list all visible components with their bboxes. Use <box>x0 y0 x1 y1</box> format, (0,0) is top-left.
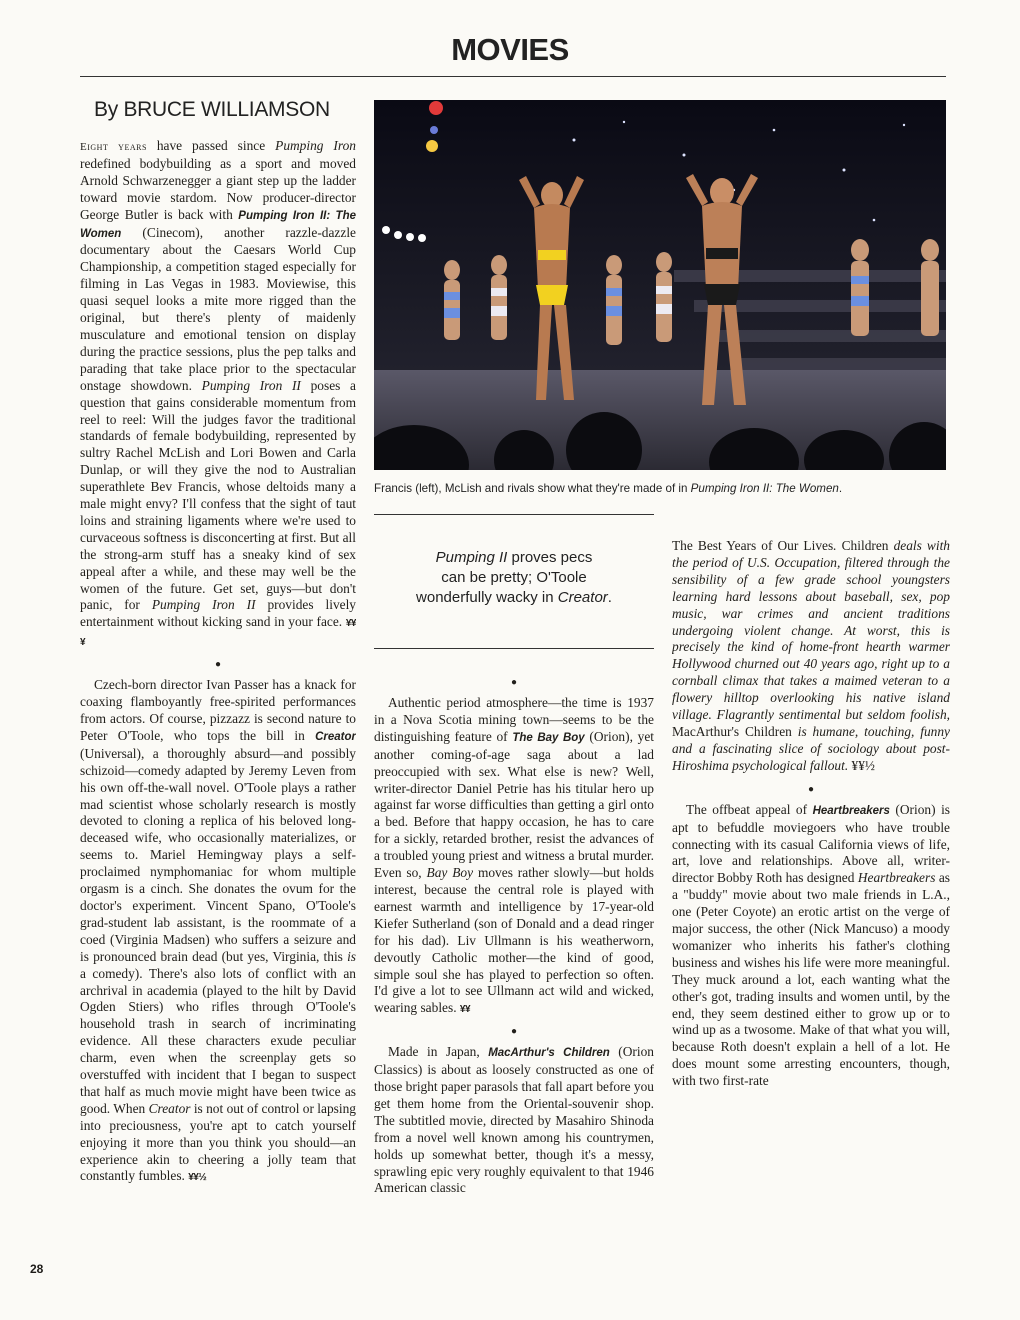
article-column-1 <box>80 138 356 1276</box>
pull-quote-rule-bottom <box>374 648 654 649</box>
film-title: Pumping Iron <box>275 138 356 153</box>
paragraph-creator: Czech-born director Ivan Passer has a knack for coaxing flamboyantly free-spirited performances from actors. Of course, pizzazz is second nature to Peter O'Toole, who tops the bill in Creator (Universal), a thoroughly absurd—and possibly schizoid—comedy adapted by Jeremy Leven from his own off-the-wall novel. O'Toole plays a rather mad scientist whose scholarly research is mostly devoted to cloning a replica of his beloved long-deceased wife, who occasionally materializes, or seems to. Mariel Hemingway plays a self-proclaimed nymphomaniac for whom multiple orgasm is a cinch. She donates the ovum for the doctor's experiment. Vincent Spano, O'Toole's grad-student lab assistant, is the roommate of a coed (Virginia Madsen) who suffers a seizure and is pronounced brain dead (but yes, Virginia, this is a comedy). There's also lots of conflict with an archrival in academia (played to the hilt by David Ogden Stiers) who rifles through O'Toole's household trash in search of incriminating evidence. All these characters exude peculiar charm, even when the screenplay gets so overstuffed with incident that I began to suspect that half as much movie might have been twice as good. When Creator is not out of control or lapsing into preciousness, you're apt to catch yourself enjoying it more than you think you should—an experience akin to cheering a jolly team that constantly fumbles. ¥¥½ <box>80 677 356 1184</box>
article-column-3 <box>672 538 950 1276</box>
bodybuilding-stage-photo <box>374 100 946 470</box>
film-title: The Bay Boy <box>512 731 585 744</box>
film-title: MacArthur's Children <box>488 1047 610 1060</box>
photo-caption: Francis (left), McLish and rivals show what they're made of in Pumping Iron II: The Women. <box>374 482 843 495</box>
section-bullet: ● <box>807 783 815 795</box>
paragraph-pumping-iron: Eight years have passed since Pumping Iron redefined bodybuilding as a sport and moved Arnold Schwarzenegger a giant step up the ladder toward movie stardom. Now producer-director George Butler is back with Pumping Iron II: The Women (Cinecom), another razzle-dazzle documentary about the Caesars World Cup Championship, a competition staged especially for filming in Las Vegas in 1983. Moviewise, this quasi sequel looks a mite more rigged than the original, but there's plenty of maidenly musculature and emotional tension on display during the practice sessions, plus the pep talks and parading that take place prior to the spectacular onstage showdown. Pumping Iron II poses a question that gains considerable momentum from reel to reel: Will the judges favor the traditional standards of female bodybuilding, represented by sultry Rachel McLish and Lori Bowen and Carla Dunlap, or will they give the nod to Australian superathlete Bev Francis, whose deltoids many a male might envy? I'll confess that the sight of taut loins and straining ligaments where we're used to curvaceous softness is disconcerting at first. But all the strong-arm stuff has a sneaky kind of sex appeal after a while, and these may well be the women of the future. Get set, guys—but don't panic, for Pumping Iron II provides lively entertainment without kicking sand in your face. ¥¥¥ <box>80 138 356 649</box>
film-title: Heartbreakers <box>812 804 890 817</box>
paragraph-bay-boy: Authentic period atmosphere—the time is 1937 in a Nova Scotia mining town—seems to be the distinguishing feature of The Bay Boy (Orion), yet another coming-of-age saga about a lad preoccupied with sex. What else is new? Well, writer-director Daniel Petrie has his titular hero up against far worse difficulties than getting a girl onto a bed. Before that happy occasion, he has to care for a sickly, retarded brother, resist the advances of a troubled young priest and witness a brutal murder. Even so, Bay Boy moves rather slowly—but holds interest, because the central role is played with earnest warmth and intelligence by 17-year-old Kiefer Sutherland (son of Donald and a dead ringer for his dad). Liv Ullmann is his weatherworn, devoutly Catholic mother—the kind of good, simple soul she has played to perfection so often. I'd give a lot to see Ullmann act wild and wicked, wearing sables. ¥¥ <box>374 695 654 1016</box>
film-title: Pumping Iron II: The Women <box>80 209 356 240</box>
section-bullet: ● <box>214 659 222 671</box>
pull-quote-rule-top <box>374 514 654 515</box>
paragraph-macarthurs-children-continued: The Best Years of Our Lives. Children deals with the period of U.S. Occupation, filtered through the sensibility of a few grade school youngsters learning hard lessons about baseball, sex, pop music, war crimes and ancient traditions undergoing violent change. At worst, this is precisely the kind of home-front hearth warmer Hollywood churned out 40 years ago, right up to a cornball climax that takes a maimed veteran to a flowery hilltop overlooking his native island village. Flagrantly sentimental but seldom foolish, MacArthur's Children is humane, touching, funny and a fascinating slice of sociology about post-Hiroshima psychological fallout. ¥¥½ <box>672 538 950 773</box>
byline: By BRUCE WILLIAMSON <box>94 98 330 121</box>
film-title: Creator <box>315 730 356 743</box>
pull-quote: Pumping II proves pecs can be pretty; O'Toole wonderfully wacky in Creator. <box>416 549 612 606</box>
header-rule <box>80 76 946 77</box>
rating: ¥¥ <box>459 1004 471 1016</box>
lead-in: Eight years <box>80 141 147 153</box>
section-bullet: ● <box>510 1026 518 1038</box>
rating: ¥¥¥ <box>80 618 356 649</box>
stage-photo-illustration <box>374 100 946 470</box>
rating: ¥¥½ <box>188 1172 207 1184</box>
paragraph-macarthurs-children: Made in Japan, MacArthur's Children (Orion Classics) is about as loosely constructed as one of those bright paper parasols that fall apart before you get them home from the Oriental-souvenir shop. The subtitled movie, directed by Masahiro Shinoda from a novel well known among his countrymen, holds up somewhat better, though it's a messy, sprawling epic very roughly equivalent to that 1946 American classic <box>374 1044 654 1196</box>
page-number: 28 <box>30 1262 44 1276</box>
section-bullet: ● <box>510 677 518 688</box>
paragraph-heartbreakers: The offbeat appeal of Heartbreakers (Orion) is apt to befuddle moviegoers who have trouble connecting with its casual California views of life, art, love and relationships. Above all, writer-director Bobby Roth has designed Heartbreakers as a "buddy" movie about two male friends in L.A., one (Peter Coyote) an erotic artist on the verge of major success, the other (Nick Mancuso) a moody womanizer who inherits his father's clothing business and wishes his life were more meaningful. They muck around a lot, each wanting what the other's got, trading insults and women until, by the end, they seem destined either to grow up or to wind up as a twosome. Make of that what you will, because Roth doesn't explain a hell of a lot. He does mount some arresting encounters, though, with two first-rate <box>672 801 950 1089</box>
article-column-2 <box>374 670 654 1276</box>
section-title: MOVIES <box>451 32 569 67</box>
